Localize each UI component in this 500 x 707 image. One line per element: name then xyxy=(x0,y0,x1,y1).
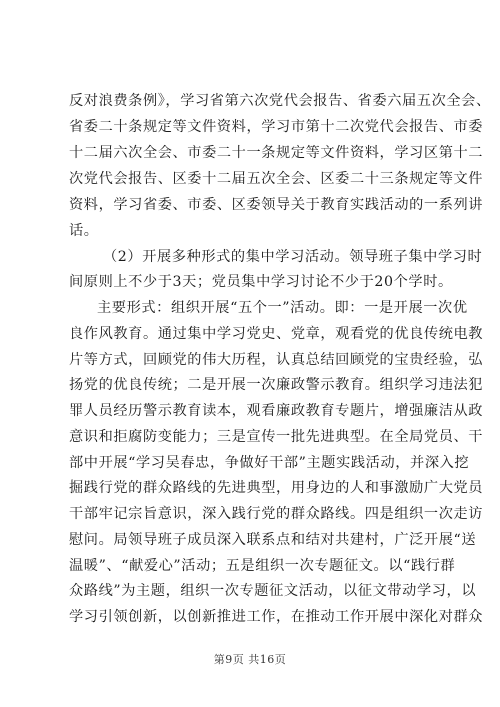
text-line: 十二届六次全会、市委二十一条规定等文件资料，学习区第十二 xyxy=(69,145,484,161)
text-line: 片等方式，回顾党的伟大历程，认真总结回顾党的宝贵经验，弘 xyxy=(69,352,484,368)
text-line: 罪人员经历警示教育读本，观看廉政教育专题片，增强廉洁从政 xyxy=(69,403,484,419)
text-line: 干部牢记宗旨意识，深入践行党的群众路线。四是组织一次走访 xyxy=(69,506,484,522)
text-line: 话。 xyxy=(69,223,99,239)
text-line: 学习引领创新，以创新推进工作，在推动工作开展中深化对群众 xyxy=(69,609,484,625)
text-line: 次党代会报告、区委十二届五次全会、区委二十三条规定等文件 xyxy=(69,171,484,187)
text-line: 资料，学习省委、市委、区委领导关于教育实践活动的一系列讲 xyxy=(69,197,484,213)
paragraph-first-line: （2）开展多种形式的集中学习活动。领导班子集中学习时 xyxy=(103,249,483,265)
page-number-footer: 第9页 共16页 xyxy=(213,653,287,666)
paragraph-first-line: 主要形式：组织开展“五个一”活动。即：一是开展一次优 xyxy=(97,300,468,316)
text-line: 慰问。局领导班子成员深入联系点和结对共建村，广泛开展“送 xyxy=(69,532,477,548)
text-line: 间原则上不少于3天；党员集中学习讨论不少于20个学时。 xyxy=(69,274,453,290)
text-line: 反对浪费条例》，学习省第六次党代会报告、省委六届五次全会、 xyxy=(69,93,491,109)
text-line: 省委二十条规定等文件资料，学习市第十二次党代会报告、市委 xyxy=(69,119,484,135)
text-line: 扬党的优良传统；二是开展一次廉政警示教育。组织学习违法犯 xyxy=(69,377,484,393)
text-line: 掘践行党的群众路线的先进典型，用身边的人和事激励广大党员 xyxy=(69,480,484,496)
text-line: 温暖”、“献爱心”活动；五是组织一次专题征文。以“践行群 xyxy=(69,558,456,574)
text-line: 意识和拒腐防变能力；三是宣传一批先进典型。在全局党员、干 xyxy=(69,429,484,445)
text-line: 众路线”为主题，组织一次专题征文活动，以征文带动学习，以 xyxy=(69,583,477,599)
text-line: 良作风教育。通过集中学习党史、党章，观看党的优良传统电教 xyxy=(69,326,484,342)
text-line: 部中开展“学习吴春忠，争做好干部”主题实践活动，并深入挖 xyxy=(69,455,470,471)
